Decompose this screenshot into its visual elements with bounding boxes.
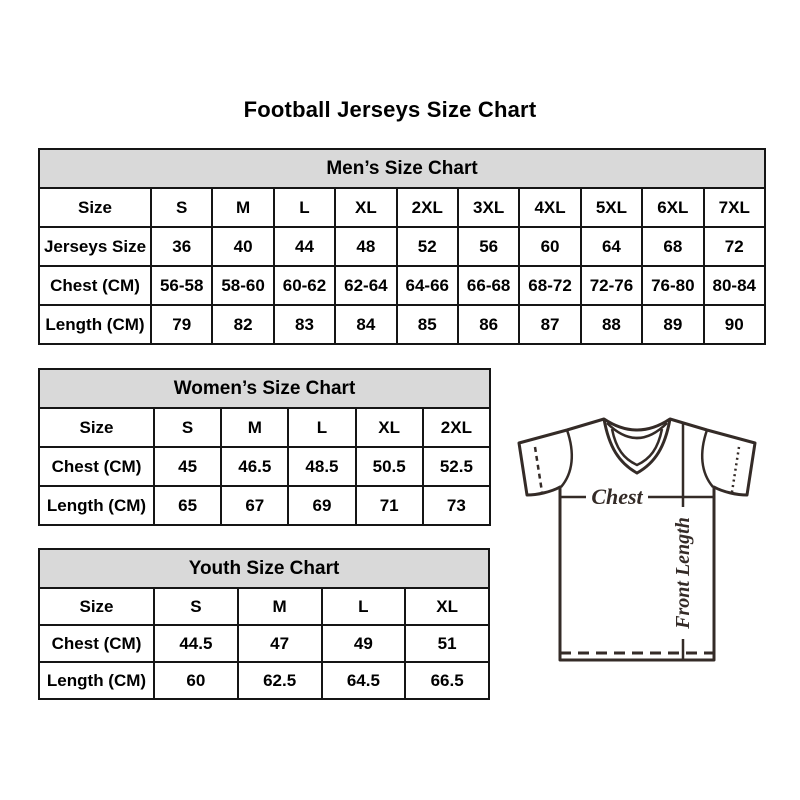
size-cell: 71: [356, 486, 423, 525]
chest-label: Chest: [591, 484, 643, 509]
size-cell: 49: [322, 625, 406, 662]
size-cell: 90: [704, 305, 765, 344]
size-cell: 48.5: [288, 447, 355, 486]
size-cell: 72-76: [581, 266, 642, 305]
right-armhole-seam: [702, 430, 713, 487]
size-cell: 66.5: [405, 662, 489, 699]
size-cell: L: [288, 408, 355, 447]
row-label: Length (CM): [39, 305, 151, 344]
size-cell: 36: [151, 227, 212, 266]
size-cell: 89: [642, 305, 703, 344]
size-cell: 62.5: [238, 662, 322, 699]
size-cell: 85: [397, 305, 458, 344]
size-cell: 65: [154, 486, 221, 525]
size-cell: 88: [581, 305, 642, 344]
row-label: Size: [39, 188, 151, 227]
womens-table-title: Women’s Size Chart: [38, 368, 491, 409]
size-cell: 83: [274, 305, 335, 344]
size-cell: 2XL: [423, 408, 490, 447]
left-armhole-seam: [561, 430, 572, 487]
size-cell: 82: [212, 305, 273, 344]
size-cell: 60-62: [274, 266, 335, 305]
size-cell: 46.5: [221, 447, 288, 486]
size-cell: M: [221, 408, 288, 447]
table-row: [39, 408, 490, 447]
size-cell: S: [154, 408, 221, 447]
size-cell: 50.5: [356, 447, 423, 486]
size-cell: 60: [519, 227, 580, 266]
size-cell: 80-84: [704, 266, 765, 305]
row-label: Length (CM): [39, 486, 154, 525]
size-cell: 76-80: [642, 266, 703, 305]
size-cell: 56: [458, 227, 519, 266]
table-row: [39, 447, 490, 486]
youth-size-chart: [38, 548, 490, 700]
size-cell: 60: [154, 662, 238, 699]
size-cell: L: [322, 588, 406, 625]
womens-table: [38, 407, 491, 526]
jersey-measurement-diagram: [515, 415, 765, 665]
page-title: Football Jerseys Size Chart: [243, 97, 537, 122]
size-cell: 58-60: [212, 266, 273, 305]
row-label: Size: [39, 408, 154, 447]
size-cell: 45: [154, 447, 221, 486]
size-cell: 7XL: [704, 188, 765, 227]
size-cell: XL: [356, 408, 423, 447]
size-cell: XL: [335, 188, 396, 227]
size-cell: 47: [238, 625, 322, 662]
size-cell: 62-64: [335, 266, 396, 305]
size-cell: 44: [274, 227, 335, 266]
size-cell: 5XL: [581, 188, 642, 227]
size-cell: 64: [581, 227, 642, 266]
left-cuff-dashed-line: [535, 447, 542, 492]
size-cell: 66-68: [458, 266, 519, 305]
size-cell: 86: [458, 305, 519, 344]
womens-size-chart: [38, 368, 491, 526]
size-cell: M: [212, 188, 273, 227]
table-row: [39, 486, 490, 525]
size-cell: S: [154, 588, 238, 625]
size-cell: 4XL: [519, 188, 580, 227]
size-cell: 87: [519, 305, 580, 344]
size-cell: 6XL: [642, 188, 703, 227]
jersey-outline: [519, 419, 755, 660]
size-cell: L: [274, 188, 335, 227]
row-label: Chest (CM): [39, 447, 154, 486]
table-row: [39, 588, 489, 625]
table-row: [39, 266, 765, 305]
table-row: [39, 662, 489, 699]
size-cell: 79: [151, 305, 212, 344]
row-label: Chest (CM): [39, 625, 154, 662]
row-label: Length (CM): [39, 662, 154, 699]
size-cell: XL: [405, 588, 489, 625]
right-cuff-dotted-line: [732, 447, 739, 492]
size-cell: 64-66: [397, 266, 458, 305]
size-cell: 2XL: [397, 188, 458, 227]
mens-size-chart: [38, 148, 766, 345]
size-cell: 3XL: [458, 188, 519, 227]
size-cell: 56-58: [151, 266, 212, 305]
row-label: Chest (CM): [39, 266, 151, 305]
size-cell: S: [151, 188, 212, 227]
size-cell: 73: [423, 486, 490, 525]
size-cell: 69: [288, 486, 355, 525]
size-cell: 67: [221, 486, 288, 525]
size-cell: 52: [397, 227, 458, 266]
size-cell: 68: [642, 227, 703, 266]
size-cell: 84: [335, 305, 396, 344]
size-cell: 44.5: [154, 625, 238, 662]
front-length-label: Front Length: [672, 517, 694, 629]
youth-table-title: Youth Size Chart: [38, 548, 490, 589]
table-row: [39, 227, 765, 266]
table-row: [39, 625, 489, 662]
size-cell: M: [238, 588, 322, 625]
size-cell: 48: [335, 227, 396, 266]
size-cell: 51: [405, 625, 489, 662]
youth-table: [38, 587, 490, 700]
mens-table: [38, 187, 766, 345]
row-label: Size: [39, 588, 154, 625]
size-cell: 40: [212, 227, 273, 266]
size-cell: 64.5: [322, 662, 406, 699]
table-row: [39, 188, 765, 227]
mens-table-title: Men’s Size Chart: [38, 148, 766, 189]
size-cell: 68-72: [519, 266, 580, 305]
row-label: Jerseys Size: [39, 227, 151, 266]
table-row: [39, 305, 765, 344]
size-cell: 52.5: [423, 447, 490, 486]
size-cell: 72: [704, 227, 765, 266]
